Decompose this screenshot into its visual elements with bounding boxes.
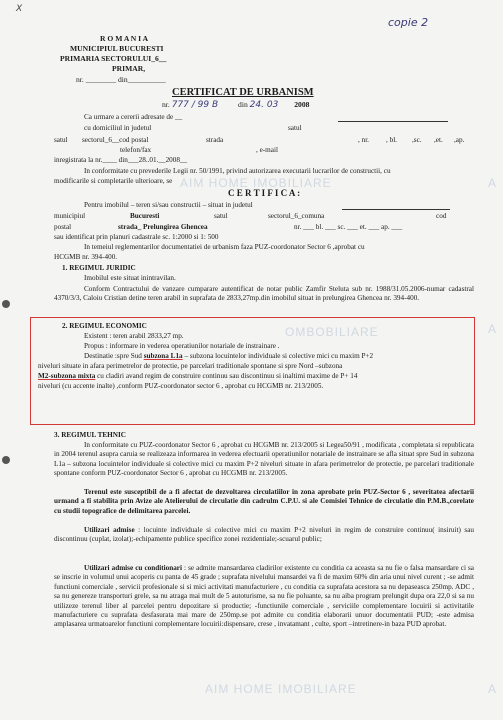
punch-hole [2, 456, 10, 464]
section-2-line-4: niveluri situate in afara perimetrelor de protectie, pe parcelari traditionale spontane si spre Nord –subzona [38, 362, 343, 370]
section-3-heading: 3. REGIMUL TEHNIC [54, 431, 126, 439]
property-line-3b: strada_ Prelungirea Ghencea [118, 223, 208, 231]
handwritten-copy-note: copie 2 [388, 16, 429, 29]
property-line-2e: cod [436, 212, 447, 220]
watermark-bottom: AIM HOME IMOBILIARE [205, 682, 357, 696]
property-line-1: Pentru imobilul – teren si/sau constructii – situat in judetul [84, 201, 253, 209]
property-line-3a: postal [54, 223, 72, 231]
header-mayor: PRIMAR, [112, 64, 146, 73]
applicant-line-3e: , bl. [386, 136, 397, 144]
subzona-l1a: subzona L1a [143, 352, 183, 360]
cert-year: 2008 [294, 100, 310, 109]
section-1-p1: Imobilul este situat inintravilan. [84, 274, 176, 282]
header-city-hall: PRIMARIA SECTORULUI_6__ [60, 54, 167, 63]
page-title: CERTIFICAT DE URBANISM [172, 87, 314, 98]
watermark-top: AIM HOME IMOBILIARE [180, 176, 332, 190]
section-2-propus: Propus : informare in vederea operatiunilor notariale de instrainare . [84, 342, 280, 350]
section-2-destinatie [84, 352, 373, 362]
section-2-existent: Existent : teren arabil 2833,27 mp. [84, 332, 184, 340]
watermark-right-a: A [488, 322, 498, 336]
property-line-4: sau identificat prin planuri cadastrale sc. 1:2000 si 1: 500 [54, 233, 219, 241]
applicant-line-2a: cu domiciliul in judetul [84, 124, 152, 132]
section-2-heading: 2. REGIMUL ECONOMIC [62, 322, 147, 330]
cert-din: din [238, 100, 248, 109]
section-3-p2: Terenul este susceptibil de a fi afectat de dezvoltarea circulatiilor in zona aprobate prin PUZ-Sector 6 , severitatea afectarii urmand a fi stabilita prin Avize ale Atelierului de circulatie din cadrulm C.P.U. si ale Comisiei Tehnice de circulatie din P.M.B.,corelate cu studii topografice de delimitarea parcelei. [54, 488, 474, 515]
property-line-6: HCGMB nr. 394-400. [54, 253, 118, 261]
applicant-line-3c: strada [206, 136, 224, 144]
cert-number-line [162, 100, 309, 110]
subzona-m2: M2-subzona mixta [38, 372, 96, 380]
applicant-line-3h: ,ap. [454, 136, 465, 144]
utilizari-admise-label: Utilizari admise [84, 526, 135, 534]
header-municipality: MUNICIPIUL BUCURESTI [70, 44, 164, 53]
property-line-3c: nr. ___ bl. ___ sc. ___ et. ___ ap. ___ [294, 223, 403, 231]
section-2-line-5-desc: cu cladiri avand regim de construire continuu sau discontinuu si inaltimi maxime de P+ 14 [95, 372, 358, 380]
utilizari-conditionari-label: Utilizari admise cu conditionari [84, 564, 182, 572]
property-line-2c: satul [214, 212, 228, 220]
section-1-p2: Conform Contractului de vanzare cumparare autentificat de notar public Zamfir Steluta sub nr. 1988/31.05.2006-numar cadastral 4370/3/3, Caloiu Cristian detine teren arabil in suprafata de 2833,27mp.din imobilul situat in prelungirea Ghencea nr. 394-400. [54, 285, 474, 303]
header-nr-line: nr. ________ din__________ [76, 75, 166, 84]
cert-number: 777 / 99 B [171, 100, 219, 110]
property-line-2d: sectorul_6_comuna [268, 212, 325, 220]
applicant-line-1: Ca urmare a cererii adresate de __ [84, 113, 183, 121]
stamp-mark: X [16, 4, 23, 14]
watermark-middle: OMBOBILIARE [285, 325, 379, 339]
section-2-destinatie-desc: – subzona locuintelor individuale si colective mici cu maxim P+2 [182, 352, 374, 360]
applicant-line-3a: satul [54, 136, 68, 144]
applicant-line-2b: satul [288, 124, 302, 132]
property-line-5: In temeiul reglementarilor documentatiei de urbanism faza PUZ-coordonator Sector 6 ,aprobat cu [84, 243, 365, 251]
applicant-line-7: modificarile si completarile ulterioare, se [54, 177, 173, 185]
applicant-line-5: inregistrata la nr.____ din___28..01.__2008__ [54, 156, 188, 164]
utilizari-conditionari-text: : se admite mansardarea cladirilor existente cu conditia ca aceasta sa nu fie o falsa mansardare ci sa se inscrie in volumul unui acoperis cu panta de 45 grade ; suprafata nivelului mansardei va fi de maxim 60% din aria unui nivel curent ; -se admit functiuni comerciale , servicii profesionale si si mici activitati manufacturiere , cu conditia ca suprafata acestora sa nu depaseasca 250mp. ADC , sa nu genereze transporturi grele, sa nu atraga mai mult de 5 autoturisme, sa nu fie poluante, sa nu aiba program prelungit dupa ora 22,0 si sa nu utilizeze terenul liber al parcelei pentru depozitare si productie; -functiunile comerciale , serviciile complementare locuirii si activitatile manufacturiere cu suprafata desfasurata mai mare de 250mp.se pot admite cu conditia elaborarii unuor documentatii PUD; -este admisa amplasarea urmatoarelor functiuni complementare locuirii:dispensare, crese , invatamant , culte, sport –intretinere-in baza PUD aprobat. [54, 564, 474, 629]
utilizari-admise-text: : locuinte individuale si colective mici cu maxim P+2 niveluri in regim de construire continuu( insiruit) sau discontinuu (cuplat, izolat);-echipamente publice specifice zonei rezidentiale;-scuarul public; [54, 526, 475, 544]
watermark-right-a: A [488, 176, 498, 190]
applicant-line-3f: ,sc. [412, 136, 422, 144]
punch-hole [2, 300, 10, 308]
section-2-destinatie-label: Destinatie :spre Sud [84, 352, 142, 360]
cert-date: 24. 03 [249, 100, 279, 110]
applicant-line-3g: ,et. [434, 136, 443, 144]
section-3-p1: In conformitate cu PUZ-coordonator Sector 6 , aprobat cu HCGMB nr. 213/2005 si Legea50/91 , modificata , completata si republicata in 2004 terenul asupra caruia se realizeaza informarea in vederea efectuarii operatiunilor notariale de instrainare se afla situat spre Sud in subzona L1a – subzona locuintelor individuale si colective mici cu maxim P+2 niveluri situate in afara perimetrelor de protectie, pe parcelari traditionale spontane conform PUZ-coordonator Sector 6 , aprobat cu HCGMB nr. 213/2005. [54, 441, 474, 478]
section-3-p4 [54, 564, 474, 630]
applicant-line-3d: , nr. [358, 136, 369, 144]
property-line-2b: Bucuresti [130, 212, 160, 220]
applicant-line-4b: , e-mail [256, 146, 278, 154]
cert-nr-prefix: nr. [162, 100, 170, 109]
watermark-right-a: A [488, 682, 498, 696]
section-2-line-5 [38, 372, 357, 382]
applicant-line-6: In conformitate cu prevederile Legii nr. 50/1991, privind autorizarea executarii lucrarilor de constructii, cu [84, 167, 391, 175]
certifica-heading: C E R T I F I C A : [228, 188, 301, 198]
section-2-line-6: niveluri (cu accente inalte) ,conform PUZ-coordonator sector 6 , aprobat cu HCGMB nr. 213/2005. [38, 382, 324, 390]
property-line-2a: municipiul [54, 212, 86, 220]
applicant-line-3b: sectorul_6__cod postal [82, 136, 149, 144]
section-1-heading: 1. REGIMUL JURIDIC [62, 264, 136, 272]
applicant-line-4a: telefon/fax [120, 146, 152, 154]
section-3-p3 [54, 526, 474, 545]
header-country: R O M A N I A [100, 34, 149, 43]
